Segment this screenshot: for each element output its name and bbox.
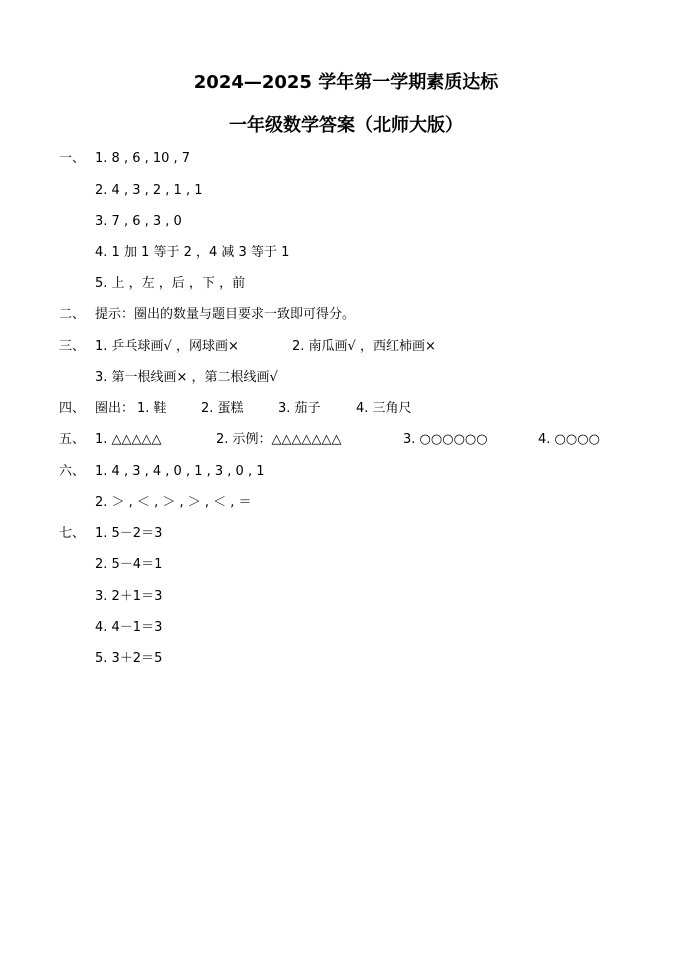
s4-item-2: 2. 蛋糕 <box>201 401 244 416</box>
s6-item-2: 2. ＞ , ＜ , ＞ , ＞ , ＜ , ＝ <box>95 495 252 510</box>
s5-item-3: 3. ○○○○○○ <box>403 432 488 447</box>
section-6-label: 六、 <box>59 464 86 479</box>
s5-item-1: 1. △△△△△ <box>95 432 162 447</box>
title-line-2: 一年级数学答案（北师大版） <box>229 115 463 136</box>
s7-item-1: 1. 5－2＝3 <box>95 526 163 541</box>
section-7-label: 七、 <box>59 526 86 541</box>
section-5-label: 五、 <box>59 432 86 447</box>
s1-item-3: 3. 7 , 6 , 3 , 0 <box>95 214 182 229</box>
s5-item-4: 4. ○○○○ <box>538 432 600 447</box>
s1-item-4: 4. 1 加 1 等于 2 ，4 减 3 等于 1 <box>95 245 290 260</box>
section-1-label: 一、 <box>59 151 86 166</box>
section-2-label: 二、 <box>59 307 86 322</box>
s3-item-3: 3. 第一根线画× ，第二根线画√ <box>95 370 278 385</box>
section-4-label: 四、 <box>59 401 86 416</box>
s7-item-5: 5. 3＋2＝5 <box>95 651 163 666</box>
s7-item-4: 4. 4－1＝3 <box>95 620 163 635</box>
s3-item-2: 2. 南瓜画√ ，西红柿画× <box>292 339 436 354</box>
s6-item-1: 1. 4 , 3 , 4 , 0 , 1 , 3 , 0 , 1 <box>95 464 265 479</box>
s1-item-1: 1. 8 , 6 , 10 , 7 <box>95 151 191 166</box>
s5-item-2: 2. 示例：△△△△△△△ <box>216 432 342 447</box>
s4-item-1: 1. 鞋 <box>137 401 167 416</box>
s4-item-3: 3. 茄子 <box>278 401 321 416</box>
s1-item-2: 2. 4 , 3 , 2 , 1 , 1 <box>95 183 203 198</box>
title-line-1: 2024—2025 学年第一学期素质达标 <box>193 72 499 93</box>
s4-item-4: 4. 三角尺 <box>356 401 412 416</box>
s1-item-5: 5. 上 ，左 ，后 ，下 ，前 <box>95 276 246 291</box>
s3-item-1: 1. 乒乓球画√ ，网球画× <box>95 339 239 354</box>
s4-prefix: 圈出： <box>95 401 135 416</box>
s7-item-2: 2. 5－4＝1 <box>95 557 163 572</box>
s2-hint: 提示：圈出的数量与题目要求一致即可得分。 <box>95 307 356 322</box>
section-3-label: 三、 <box>59 339 86 354</box>
s7-item-3: 3. 2＋1＝3 <box>95 589 163 604</box>
